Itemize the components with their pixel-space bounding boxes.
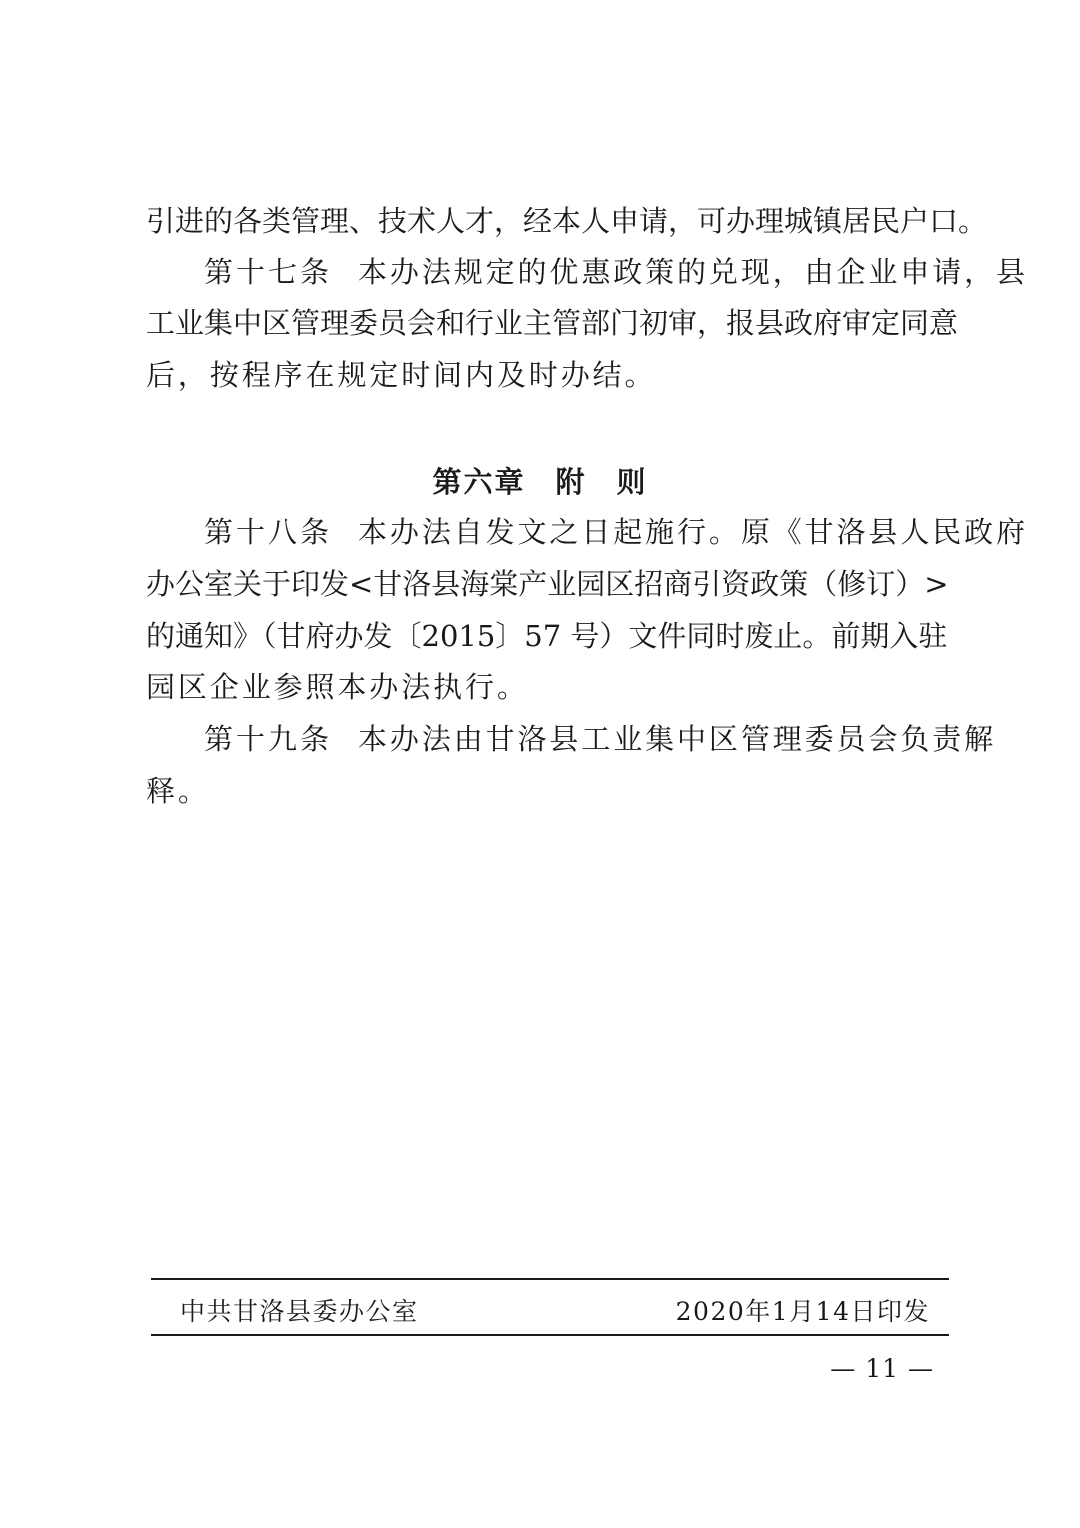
article-18-text: 本办法自发文之日起施行。原《甘洛县人民政府 [358, 515, 1028, 549]
article-18-line-1 [204, 512, 1028, 552]
article-18-line-3: 的通知》（甘府办发〔2015〕57 号）文件同时废止。前期入驻 [146, 619, 948, 653]
paragraph-line: 引进的各类管理、技术人才，经本人申请，可办理城镇居民户口。 [146, 204, 988, 238]
article-17-line-3: 后，按程序在规定时间内及时办结。 [146, 358, 657, 392]
article-19-line-2: 释。 [146, 774, 210, 808]
article-19-heading: 第十九条 [204, 722, 333, 756]
article-17-heading: 第十七条 [204, 255, 333, 289]
chapter-title [0, 462, 1080, 502]
article-19-text: 本办法由甘洛县工业集中区管理委员会负责解 [358, 722, 997, 756]
footer-bottom-rule [151, 1334, 949, 1336]
article-17-line-1 [204, 252, 1028, 292]
article-17-text: 本办法规定的优惠政策的兑现，由企业申请，县 [358, 255, 1028, 289]
footer-issuer: 中共甘洛县委办公室 [180, 1297, 419, 1326]
footer-issue-date: 2020年1月14日印发 [675, 1297, 930, 1326]
article-18-heading: 第十八条 [204, 515, 333, 549]
chapter-number: 第六章 [432, 465, 526, 499]
footer-top-rule [151, 1278, 949, 1280]
chapter-name-part-1: 附 [555, 465, 587, 499]
article-18-line-2: 办公室关于印发<甘洛县海棠产业园区招商引资政策（修订）> [146, 567, 949, 601]
page-number: — 11 — [830, 1354, 934, 1383]
article-19-line-1 [204, 719, 997, 759]
article-18-line-4: 园区企业参照本办法执行。 [146, 670, 529, 704]
chapter-name-part-2: 则 [616, 465, 648, 499]
article-17-line-2: 工业集中区管理委员会和行业主管部门初审，报县政府审定同意 [146, 306, 959, 340]
